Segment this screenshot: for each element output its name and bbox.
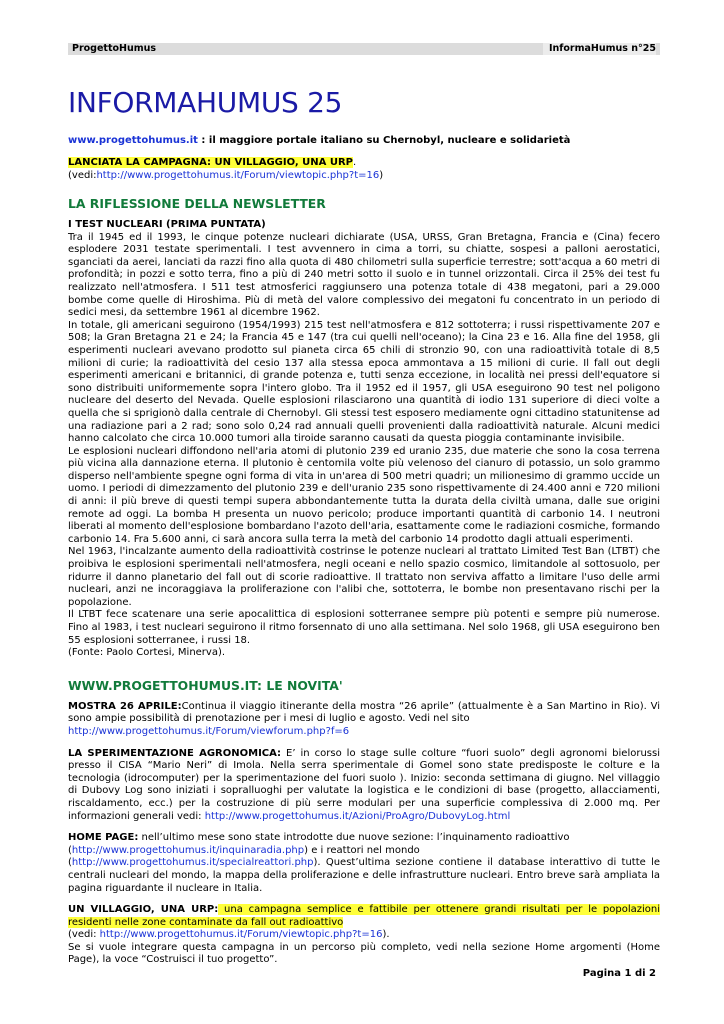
news-sperimentazione: [68, 748, 660, 824]
header-right: InformaHumus n°25: [543, 43, 656, 55]
article-paragraph: Tra il 1945 ed il 1993, le cinque potenze nucleari dichiarate (USA, URSS, Gran Bretagna, Francia e (Cina) fecero esplodere 2031 testate sperimentali. I test avvennero in cima a torri, su chiatte, sospesi a palloni aerostatici, sganciati da aerei, lanciati da razzi fino alla quota di 480 chilometri sulla superficie terrestre; sott'acqua a 60 metri di profondità; in pozzi e sotto terra, fino a più di 240 metri sotto il suolo e in tunnel orizzontali. Circa il 25% dei test fu realizzato nell'atmosfera. I 511 test atmosferici raggiunsero una potenza totale di 438 megatoni, pari a 29.000 bombe come quelle di Hiroshima. Più di metà del valore complessivo dei megatoni fu concentrato in un periodo di sedici mesi, da settembre 1961 al dicembre 1962.: [68, 231, 660, 319]
news-mostra: [68, 701, 660, 739]
news-homepage-text2: ) e i reattori nel mondo: [304, 844, 420, 856]
article-source: (Fonte: Paolo Cortesi, Minerva).: [68, 647, 226, 659]
tagline: [68, 134, 660, 147]
page-title: INFORMAHUMUS 25: [68, 86, 343, 119]
article-title: I TEST NUCLEARI (PRIMA PUNTATA): [68, 219, 266, 230]
campaign-announcement: [68, 157, 660, 182]
paren-open: (: [68, 844, 72, 856]
news-mostra-link[interactable]: http://www.progettohumus.it/Forum/viewforum.php?f=6: [68, 725, 350, 737]
campaign-vedi-prefix: (vedi:: [68, 169, 97, 181]
inquinamento-link[interactable]: http://www.progettohumus.it/inquinaradia.php: [71, 844, 305, 856]
paren-open: (: [68, 857, 72, 869]
news-mostra-text: Continua il viaggio itinerante della mostra “26 aprile” (attualmente è a San Martino in Rio). Vi sono ampie possibilità di prenotazione per i mesi di luglio e agosto. Vedi nel sito: [68, 700, 660, 725]
page-footer: Pagina 1 di 2: [582, 968, 656, 979]
article-paragraph: Nel 1963, l'incalzante aumento della radioattività costrinse le potenze nucleari al trattato Limited Test Ban (LTBT) che proibiva le esplosioni sperimentali nell'atmosfera, negli oceani e nello spazio cosmico, limitandole al sottosuolo, per ridurre il danno planetario del fall out di scorie radioattive. Il trattato non serviva affatto a limitare l'uso delle armi nucleari, anzi ne incoraggiava la proliferazione con l'alibi che, sottoterra, le bombe non presentavano rischi per la popolazione.: [68, 546, 660, 608]
page-content: [68, 86, 660, 967]
article-paragraph: Il LTBT fece scatenare una serie apocalittica di esplosioni sotterranee sempre più potenti e sempre più numerose. Fino al 1983, i test nucleari seguirono il ritmo forsennato di uno alla settimana. Nel solo 1968, gli USA eseguirono ben 55 esplosioni sotterranee, i russi 18.: [68, 609, 660, 646]
reattori-link[interactable]: http://www.progettohumus.it/specialreattori.php: [71, 857, 314, 869]
news-homepage-label: HOME PAGE:: [68, 832, 139, 844]
news-urp: [68, 904, 660, 967]
campaign-headline: LANCIATA LA CAMPAGNA: UN VILLAGGIO, UNA URP: [68, 157, 353, 168]
news-urp-text: Se si vuole integrare questa campagna in un percorso più completo, vedi nella sezione Home argomenti (Home Page), la voce “Costruisci il tuo progetto”.: [68, 941, 660, 966]
article-paragraph: Le esplosioni nucleari diffondono nell'aria atomi di plutonio 239 ed uranio 235, due materie che sono la cosa terrena più vicina alla dannazione eterna. Il plutonio è centomila volte più velenoso del cianuro di potassio, un solo grammo disperso nell'ambiente spegne ogni forma di vita in un'area di 500 metri quadri; un milionesimo di grammo uccide un uomo. I periodi di dimezzamento del plutonio 239 e dell'uranio 235 sono rispettivamente di 24.400 anni e 720 milioni di anni: il più breve di questi tempi supera abbondantemente tutta la durata della civiltà umana, dalle sue origini remote ad oggi. La bomba H presenta un nuovo pericolo; produce importanti quantità di carbonio 14. I neutroni liberati al momento dell'esplosione bombardano l'azoto dell'aria, esattamente come le radiazioni cosmiche, formando carbonio 14. Fra 5.600 anni, ci sarà ancora sulla terra la metà del carbonio 14 prodotto dagli attuali esperimenti.: [68, 445, 660, 545]
news-urp-vedi-suffix: ).: [382, 929, 390, 941]
news-urp-link[interactable]: http://www.progettohumus.it/Forum/viewtopic.php?t=16: [99, 929, 383, 941]
news-sperimentazione-text: E’ in corso lo stage sulle colture “fuori suolo” degli agronomi bielorussi presso il CISA “Mario Neri” di Imola. Nella serra sperimentale di Gomel sono state predisposte le colture e la tecnologia (idrocomputer) per la sperimentazione del fuori suolo ). Inizio: seconda settimana di giugno. Nel villaggio di Dubovy Log sono iniziati i sopralluoghi per valutate la logistica e le condizioni di base (progetto, allacciamenti, riscaldamento, ecc.) per la costruzione di più serre modulari per una superficie complessiva di 2.000 mq. Per informazioni generali vedi:: [68, 747, 660, 822]
news-sperimentazione-link[interactable]: http://www.progettohumus.it/Azioni/ProAgro/DubovyLog.html: [204, 810, 511, 822]
article-paragraph: In totale, gli americani seguirono (1954/1993) 215 test nell'atmosfera e 812 sottoterra; i russi rispettivamente 207 e 508; la Gran Bretagna 21 e 24; la Francia 45 e 147 (tra cui quelli nell'oceano); la Cina 23 e 16. Alla fine del 1958, gli esperimenti nucleari avevano prodotto sul pianeta circa 65 chili di stronzio 90, con una radioattività totale di 8,5 milioni di curie; la radioattività del cesio 137 alla stessa epoca ammontava a 15 milioni di curie. Il fall out degli esperimenti americani e britannici, di grande potenza e, tutti senza eccezione, in località nei pressi dell'equatore si sono distribuiti uniformemente sopra l'intero globo. Tra il 1952 ed il 1957, gli USA eseguirono 90 test nel poligono nucleare del deserto del Nevada. Quelle esplosioni rilasciarono una quantità di iodio 131 superiore di dieci volte a quella che si sprigionò dalla centrale di Chernobyl. Gli stessi test esposero mediamente ogni cittadino statunitense ad una radiazione pari a 2 rad; sono solo 0,24 rad annuali quelli provenienti dalla radioattività naturale. Alcuni medici hanno calcolato che circa 10.000 tumori alla tiroide saranno causati da questa pioggia contaminante invisibile.: [68, 319, 660, 445]
news-mostra-label: MOSTRA 26 APRILE:: [68, 700, 182, 712]
section-heading-riflessione: LA RIFLESSIONE DELLA NEWSLETTER: [68, 196, 326, 211]
news-urp-highlight: una campagna semplice e fattibile per ottenere grandi risultati per le popolazioni residenti nelle zone contaminate da fall out radioattivo: [68, 904, 660, 928]
campaign-vedi-suffix: ): [379, 169, 384, 181]
news-homepage-text3: ). Quest’ultima sezione contiene il database interattivo di tutte le centrali nucleari del mondo, la mappa della proliferazione e delle infrastrutture nucleari. Entro breve sarà ampliata la pagina riguardante il nucleare in Italia.: [68, 857, 660, 894]
header-left: ProgettoHumus: [72, 43, 157, 54]
site-link[interactable]: www.progettohumus.it: [68, 135, 198, 146]
news-homepage: [68, 832, 660, 895]
news-sperimentazione-label: LA SPERIMENTAZIONE AGRONOMICA:: [68, 747, 282, 759]
news-urp-label: UN VILLAGGIO, UNA URP:: [68, 904, 219, 916]
campaign-link[interactable]: http://www.progettohumus.it/Forum/viewtopic.php?t=16: [96, 169, 380, 181]
page-header: [68, 43, 660, 55]
campaign-after: .: [353, 157, 357, 168]
tagline-text: : il maggiore portale italiano su Chernobyl, nucleare e solidarietà: [197, 135, 571, 146]
news-homepage-text1: nell’ultimo mese sono state introdotte due nuove sezione: l’inquinamento radioattivo: [138, 832, 570, 844]
news-urp-vedi-prefix: (vedi:: [68, 929, 100, 941]
section-heading-novita: WWW.PROGETTOHUMUS.IT: LE NOVITA': [68, 677, 343, 693]
